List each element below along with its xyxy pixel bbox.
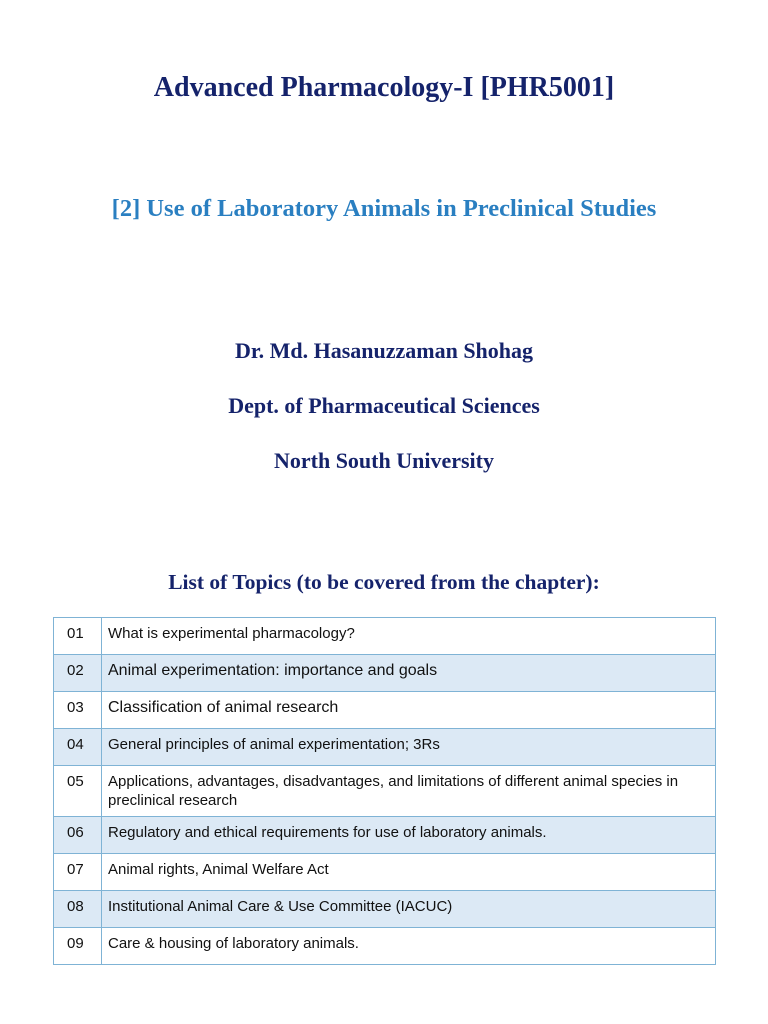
table-row: [54, 854, 716, 891]
topic-number: 08: [54, 891, 102, 928]
topic-text: Regulatory and ethical requirements for use of laboratory animals.: [102, 817, 716, 854]
table-row: [54, 891, 716, 928]
topic-number: 03: [54, 692, 102, 729]
topic-text: Care & housing of laboratory animals.: [102, 928, 716, 965]
topic-number: 05: [54, 766, 102, 817]
table-row: [54, 729, 716, 766]
topic-text: General principles of animal experimentation; 3Rs: [102, 729, 716, 766]
table-row: [54, 655, 716, 692]
author-university: North South University: [273, 448, 494, 473]
topic-text: Applications, advantages, disadvantages, and limitations of different animal species in preclinical research: [102, 766, 716, 817]
topic-number: 01: [54, 618, 102, 655]
course-title: Advanced Pharmacology-I [PHR5001]: [153, 72, 615, 103]
author-name: Dr. Md. Hasanuzzaman Shohag: [234, 338, 534, 363]
author-department: Dept. of Pharmaceutical Sciences: [228, 393, 540, 418]
topic-number: 04: [54, 729, 102, 766]
author-block: [0, 336, 768, 501]
topic-text: Animal experimentation: importance and goals: [102, 655, 716, 692]
topic-number: 02: [54, 655, 102, 692]
table-row: [54, 928, 716, 965]
topic-text: Institutional Animal Care & Use Committee (IACUC): [102, 891, 716, 928]
table-row: [54, 692, 716, 729]
topic-text: What is experimental pharmacology?: [102, 618, 716, 655]
topic-number: 09: [54, 928, 102, 965]
table-row: [54, 618, 716, 655]
table-row: [54, 766, 716, 817]
topics-heading: List of Topics (to be covered from the chapter):: [168, 570, 600, 594]
topic-text: Animal rights, Animal Welfare Act: [102, 854, 716, 891]
topics-table: [53, 617, 716, 965]
topic-number: 07: [54, 854, 102, 891]
chapter-title: [2] Use of Laboratory Animals in Preclinical Studies: [111, 195, 657, 222]
topic-number: 06: [54, 817, 102, 854]
topic-text: Classification of animal research: [102, 692, 716, 729]
table-row: [54, 817, 716, 854]
